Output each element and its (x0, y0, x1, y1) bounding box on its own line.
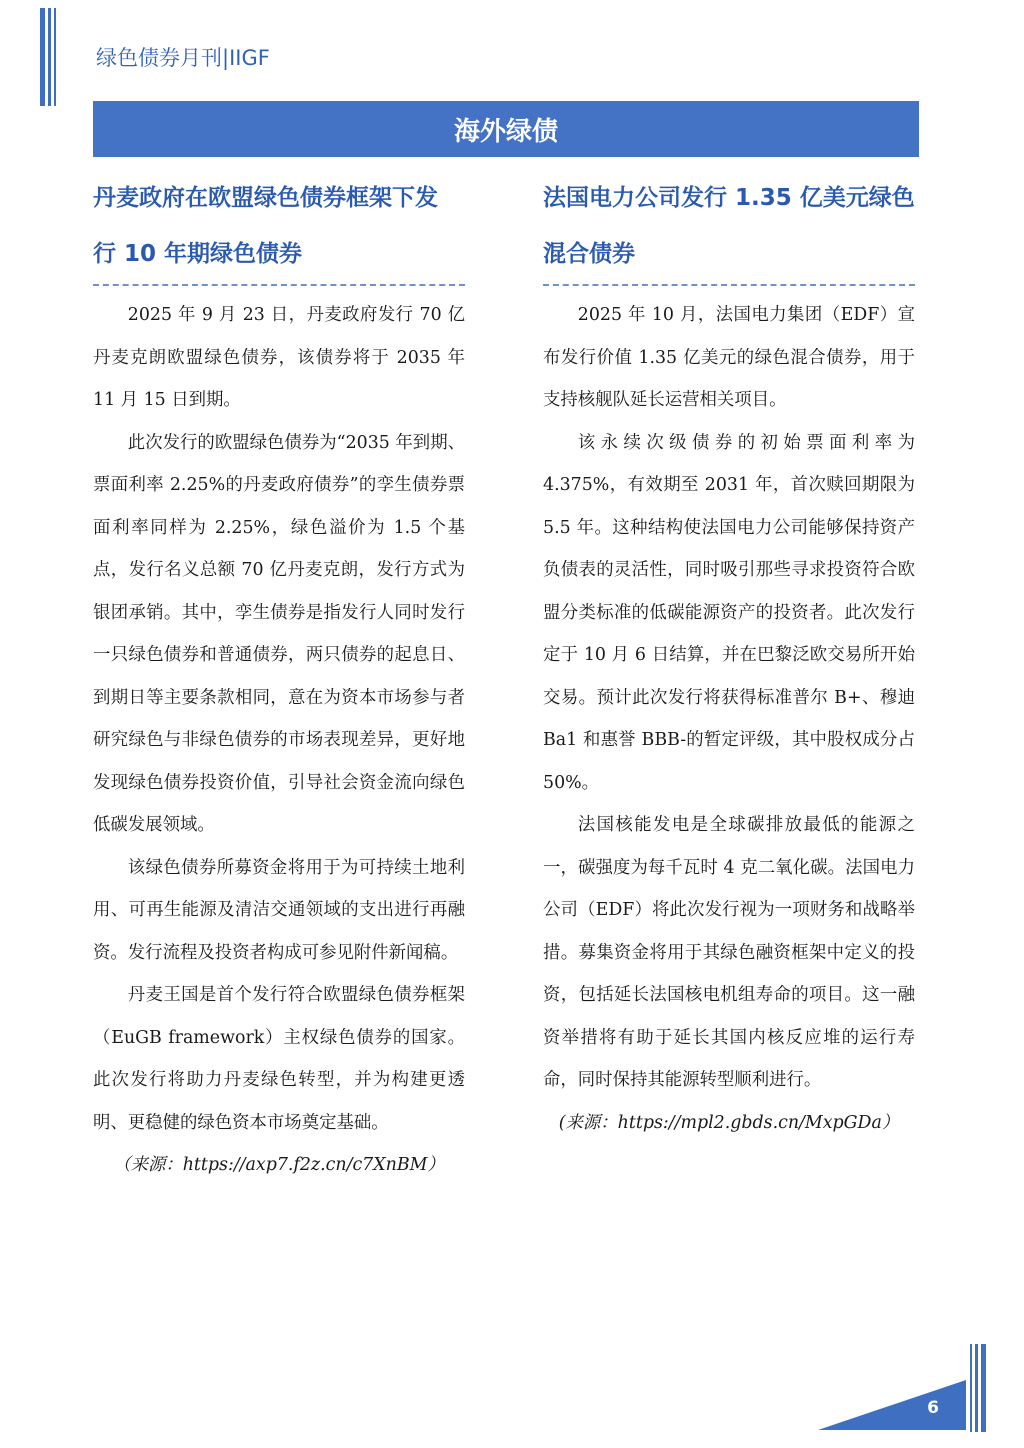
header-decoration-bars (40, 8, 60, 106)
paragraph: 丹麦王国是首个发行符合欧盟绿色债券框架（EuGB framework）主权绿色债券的国家。此次发行将助力丹麦绿色转型，并为构建更透明、更稳健的绿色资本市场奠定基础。 (93, 985, 465, 1133)
section-title: 海外绿债 (453, 116, 558, 147)
left-article-title (93, 170, 465, 284)
footer-decoration-bars (970, 1344, 990, 1432)
right-article-title (543, 170, 915, 284)
right-article-title-line1: 法国电力公司发行 1.35 亿美元绿色 (543, 185, 915, 211)
paragraph: 法国核能发电是全球碳排放最低的能源之一，碳强度为每千瓦时 4 克二氧化碳。法国电力公司（EDF）将此次发行视为一项财务和战略举措。募集资金将用于其绿色融资框架中定义的投资，包括延长法国核电机组寿命的项目。这一融资举措将有助于延长其国内核反应堆的运行寿命，同时保持其能源转型顺利进行。 (543, 815, 915, 1090)
source-citation: （来源：https://axp7.f2z.cn/c7XnBM） (113, 1155, 445, 1175)
right-article (543, 170, 915, 1144)
left-article-title-line1: 丹麦政府在欧盟绿色债券框架下发 (93, 185, 438, 211)
paragraph: 该绿色债券所募资金将用于为可持续土地利用、可再生能源及清洁交通领域的支出进行再融资。发行流程及投资者构成可参见附件新闻稿。 (93, 857, 465, 963)
title-divider (93, 284, 465, 286)
page-number: 6 (927, 1398, 939, 1418)
title-divider (543, 284, 915, 286)
paragraph: 此次发行的欧盟绿色债券为“2035 年到期、票面利率 2.25%的丹麦政府债券”的孪生债券票面利率同样为 2.25%，绿色溢价为 1.5 个基点，发行名义总额 70 亿丹麦克朗，发行方式为银团承销。其中，孪生债券是指发行人同时发行一只绿色债券和普通债券，两只债券的起息日、到期日等主要条款相同，意在为资本市场参与者研究绿色与非绿色债券的市场表现差异，更好地发现绿色债券投资价值，引导社会资金流向绿色低碳发展领域。 (93, 432, 465, 835)
section-banner (93, 101, 919, 157)
left-article-title-line2: 行 10 年期绿色债券 (93, 241, 303, 267)
paragraph: 2025 年 9 月 23 日，丹麦政府发行 70 亿丹麦克朗欧盟绿色债券，该债券将于 2035 年 11 月 15 日到期。 (93, 305, 465, 410)
paragraph: 该永续次级债券的初始票面利率为 4.375%，有效期至 2031 年，首次赎回期限为 5.5 年。这种结构使法国电力公司能够保持资产负债表的灵活性，同时吸引那些寻求投资符合欧盟分类标准的低碳能源资产的投资者。此次发行定于 10 月 6 日结算，并在巴黎泛欧交易所开始交易。预计此次发行将获得标准普尔 B+、穆迪 Ba1 和惠誉 BBB-的暂定评级，其中股权成分占 50%。 (543, 432, 915, 793)
source-citation: (来源：https://mpl2.gbds.cn/MxpGDa） (558, 1112, 900, 1133)
paragraph: 2025 年 10 月，法国电力集团（EDF）宣布发行价值 1.35 亿美元的绿色混合债券，用于支持核舰队延长运营相关项目。 (543, 305, 915, 410)
journal-title: 绿色债券月刊|IIGF (96, 46, 270, 70)
right-article-title-line2: 混合债券 (543, 241, 635, 267)
left-article (93, 170, 465, 1187)
